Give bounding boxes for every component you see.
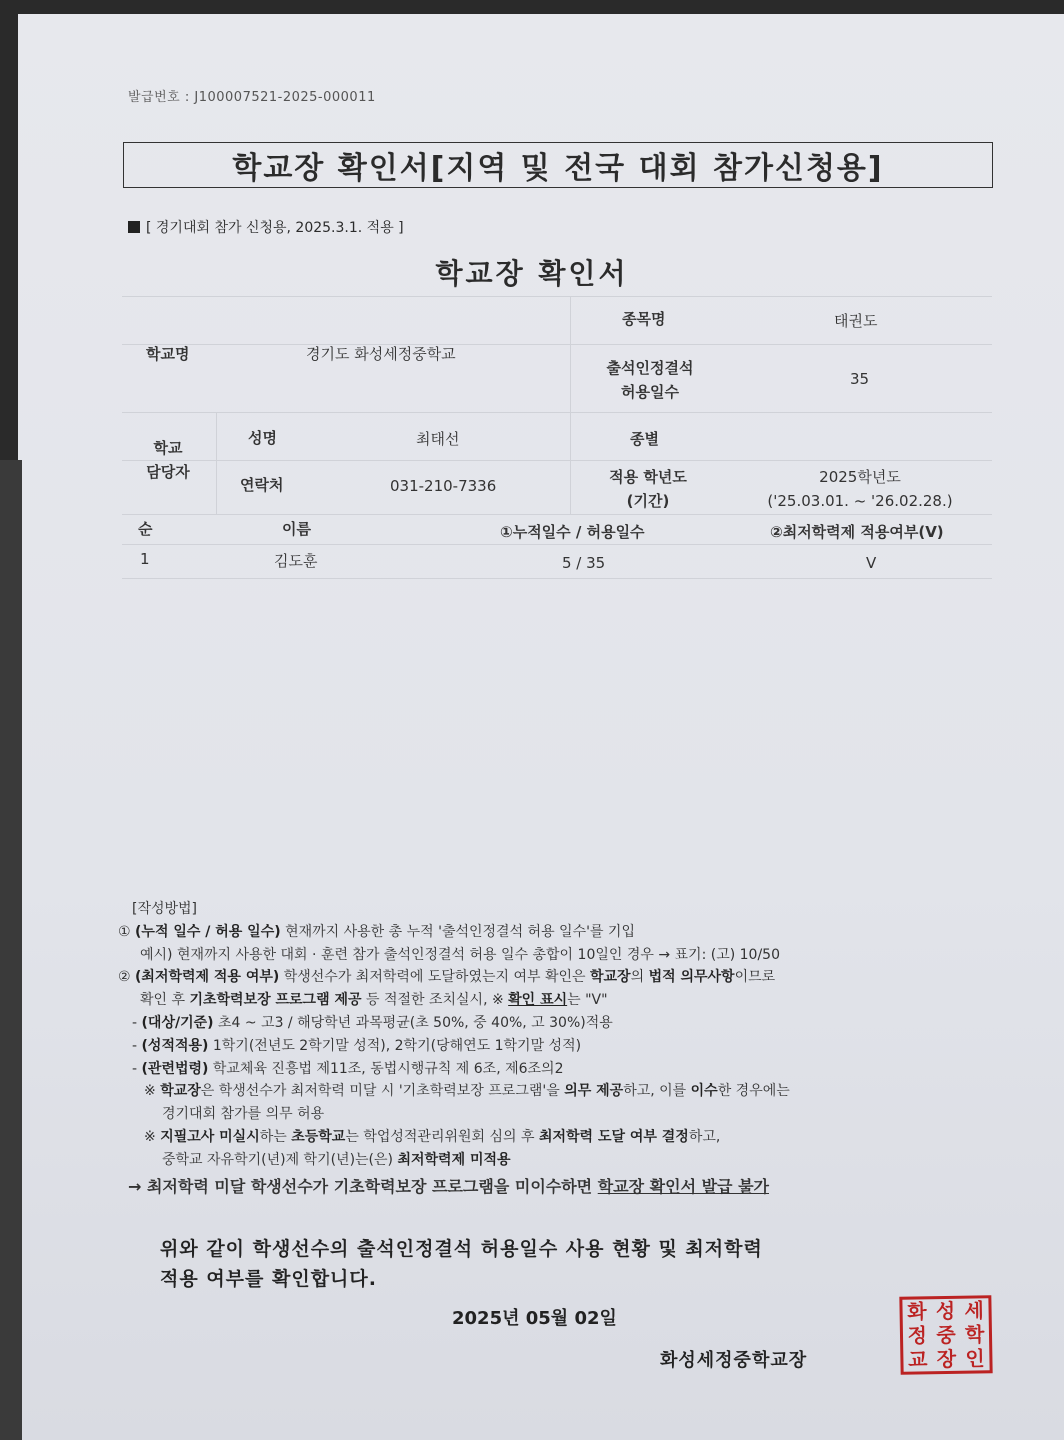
year-label-line1: 적용 학년도 [609,468,687,486]
row-days: 5 / 35 [562,554,606,572]
table-line [122,412,992,413]
row-minimum: V [866,554,877,572]
instr-text: 확인 후 [140,992,190,1009]
seal-char: 교 [907,1347,928,1372]
instr-underlined: 학교장 확인서 발급 불가 [597,1176,769,1196]
instr-bold: (누적 일수 / 허용 일수) [135,923,281,940]
instr-text: 중학교 자유학기(년)제 학기(년)는(은) [162,1151,398,1168]
instr-bold: 지필고사 미실시 [160,1128,260,1145]
background-edge [0,460,22,1440]
year-value-line1: 2025학년도 [819,468,901,486]
instr-text: 현재까지 사용한 총 누적 '출석인정결석 허용 일수'를 기입 [280,923,635,940]
instr-text: 이므로 [734,969,776,986]
manager-label-line1: 학교 [153,439,183,457]
seal-char: 중 [936,1322,956,1348]
instr-text: ※ [144,1083,161,1100]
manager-label-line2: 담당자 [146,463,190,481]
square-bullet-icon [128,221,140,233]
table-line [122,296,992,297]
principal-name: 화성세정중학교장 [660,1350,808,1371]
attendance-value: 35 [850,370,870,388]
issue-date: 2025년 05월 02일 [452,1308,617,1329]
instr-bold: 의무 제공 [564,1083,624,1100]
instr-text: - [132,1060,142,1077]
instr-line [118,966,998,989]
instr-bold: 최저학력 도달 여부 결정 [538,1128,689,1145]
instr-bold: 이수 [690,1083,718,1100]
confirmation-line2: 적용 여부를 확인합니다. [160,1268,377,1290]
instr-line [118,1149,998,1172]
instr-text: - [132,1014,142,1031]
instr-bold: 기초학력보장 프로그램 제공 [189,992,362,1009]
contact-label: 연락처 [240,476,284,494]
instr-bold: 확인 표시 [508,992,568,1009]
instr-text: 하고, [688,1128,721,1145]
seal-char: 정 [907,1323,928,1348]
instr-bold: (최저학력제 적용 여부) [135,969,280,986]
category-label: 종별 [630,430,659,448]
year-value [740,465,980,513]
instr-line [118,1012,998,1035]
sub-note-text: [ 경기대회 참가 신청용, 2025.3.1. 적용 ] [146,220,404,236]
instr-text: ※ [144,1128,161,1145]
instr-line [118,921,998,944]
instr-bold: 학교장 [590,969,631,986]
school-value: 경기도 화성세정중학교 [306,345,456,363]
instr-bold: 최저학력제 미적용 [397,1151,511,1168]
school-label: 학교명 [146,345,190,363]
year-value-line2: ('25.03.01. ~ '26.02.28.) [767,492,953,510]
table-line [570,296,571,514]
instr-text: - [132,1037,142,1054]
contact-value: 031-210-7336 [390,477,497,495]
instr-text: 하는 [259,1128,292,1145]
year-label-line2: (기간) [626,492,670,510]
instructions-heading: [작성방법] [132,901,198,917]
instr-text: 한 경우에는 [717,1083,790,1100]
attendance-label [590,356,710,404]
col-header-days: ①누적일수 / 허용일수 [500,523,645,541]
instr-text: 등 적절한 조치실시, ※ [361,992,509,1009]
instr-line: 경기대회 참가를 의무 허용 [162,1106,325,1123]
attendance-label-line2: 허용일수 [621,383,679,401]
instr-text: 하고, 이를 [623,1083,691,1100]
document-box-title: 학교장 확인서[지역 및 전국 대회 참가신청용] [123,142,993,188]
col-header-no: 순 [138,520,153,538]
seal-char: 성 [935,1298,956,1324]
instr-text: 는 학업성적관리위원회 심의 후 [345,1128,539,1145]
sub-note [128,217,404,237]
seal-char: 세 [964,1298,985,1323]
instructions [118,898,998,1198]
year-label [588,465,708,513]
instr-text: 은 학생선수가 최저학력 미달 시 '기초학력보장 프로그램'을 [200,1083,565,1100]
instr-line [118,1058,998,1081]
seal-char: 학 [964,1322,985,1347]
attendance-label-line1: 출석인정결석 [606,359,694,377]
issue-number: 발급번호 : J100007521-2025-000011 [128,90,376,105]
instr-line [118,1035,998,1058]
col-header-minimum: ②최저학력제 적용여부(V) [770,523,944,541]
instr-bold: 초등학교 [291,1128,346,1145]
instr-text: 학생선수가 최저학력에 도달하였는지 여부 확인은 [279,969,590,986]
instr-text: 의 [630,969,649,986]
table-line [122,578,992,579]
instr-text: → 최저학력 미달 학생선수가 기초학력보장 프로그램을 미이수하면 [128,1176,598,1196]
col-header-name: 이름 [282,520,311,538]
confirmation-statement [160,1234,763,1294]
name-value: 최태선 [416,430,460,448]
instr-bold: 법적 의무사항 [648,969,735,986]
row-no: 1 [140,550,150,568]
main-title: 학교장 확인서 [435,257,629,290]
table-line [122,460,992,461]
instr-text: 학교체육 진흥법 제11조, 동법시행규칙 제 6조, 제6조의2 [208,1060,564,1077]
instr-warning-line [118,1176,998,1199]
confirmation-line1: 위와 같이 학생선수의 출석인정결석 허용일수 사용 현황 및 최저학력 [160,1238,763,1260]
instr-line: 예시) 현재까지 사용한 대회 · 훈련 참가 출석인정결석 허용 일수 총합이 10일인 경우 → 표기: (고) 10/50 [140,946,780,963]
instr-line [118,1126,998,1149]
seal-char: 화 [907,1299,927,1324]
instr-bold: (성적적용) [141,1037,209,1054]
sport-value: 태권도 [834,312,878,330]
table-line [122,344,992,345]
instr-line [118,1080,998,1103]
instr-text: 1학기(전년도 2학기말 성적), 2학기(당해연도 1학기말 성적) [208,1037,582,1054]
table-line [122,544,992,545]
seal-char: 장 [936,1346,957,1372]
table-line [122,514,992,515]
instr-text: ② [118,969,136,986]
instr-bold: 학교장 [160,1083,201,1100]
school-seal [899,1295,992,1375]
row-name: 김도훈 [274,552,318,570]
name-label: 성명 [248,429,277,447]
instr-text: 는 "V" [567,992,608,1009]
instr-bold: (대상/기준) [141,1014,214,1031]
seal-char: 인 [965,1346,985,1371]
instr-text: ① [118,923,136,940]
manager-label [138,436,198,484]
table-line [216,412,217,514]
instr-bold: (관련법령) [141,1060,209,1077]
instr-text: 초4 ~ 고3 / 해당학년 과목평균(초 50%, 중 40%, 고 30%)적용 [213,1014,613,1031]
instr-line [118,989,998,1012]
sport-label: 종목명 [622,310,666,328]
